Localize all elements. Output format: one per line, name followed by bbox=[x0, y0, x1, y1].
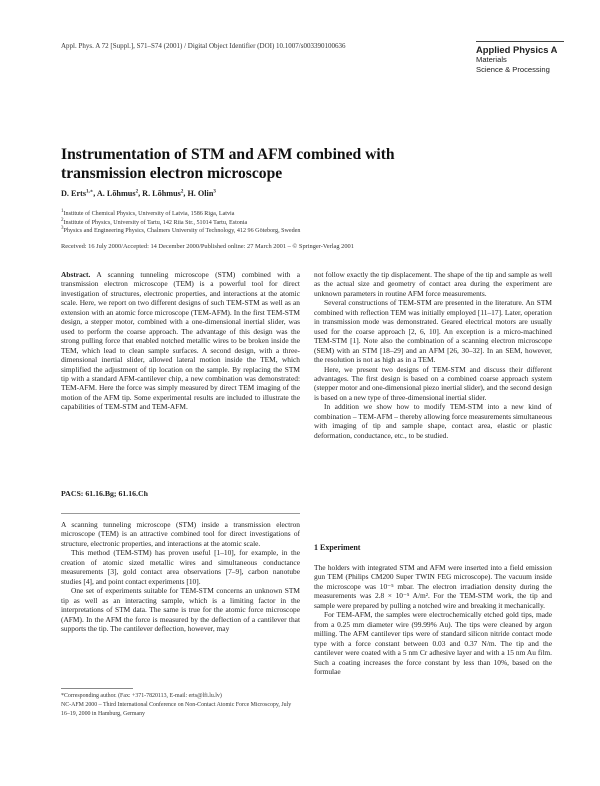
author-name: , H. Olin bbox=[183, 189, 214, 198]
paragraph: For TEM-AFM, the samples were electrochemically etched gold tips, made from a 0.25 mm diameter wire (99.99% Au). The tips were cleaned by argon milling. The AFM cantilever tips were of standard silicon nitride contact mode type with a force constant between 0.03 and 0.37 N/m. The tip and the cantilever were coated with a 5 nm Cr adhesive layer and with a 15 nm Au film. Such a coating increases the force constant by less than 10%, based on the formulae bbox=[314, 610, 552, 676]
corresponding-author-note: *Corresponding author. (Fax: +371-7820113, E-mail: erts@lfi.lu.lv) bbox=[61, 693, 222, 699]
introduction bbox=[61, 520, 300, 633]
paragraph: This method (TEM-STM) has proven useful [1–10], for example, in the creation of atomic sized metallic wires and simultaneous conductance measurements [3], gold contact area observations [7–9], carbon nanotube studies [4], and point contact experiments [10]. bbox=[61, 548, 300, 586]
introduction-continued bbox=[314, 270, 552, 440]
author-affiliation-mark: 2 bbox=[135, 189, 139, 195]
affiliation-list bbox=[61, 210, 300, 236]
journal-brand bbox=[476, 41, 564, 74]
author-affiliation-mark: 1,∗ bbox=[86, 189, 94, 195]
conference-note: NC-AFM 2000 – Third International Conference on Non-Contact Atomic Force Microscopy, July 16–19, 2000 in Hamburg, Germany bbox=[61, 701, 292, 717]
affiliation-text: Institute of Physics, University of Tartu, 142 Riia Str., 51014 Tartu, Estonia bbox=[63, 219, 248, 226]
paragraph: The holders with integrated STM and AFM were inserted into a field emission gun TEM (Philips CM200 Super TWIN FEG microscope). The vacuum inside the microscope was 10⁻⁵ mbar. The electron irradiation density during the measurements was 2.8 × 10⁻⁵ A/m². For the TEM-STM work, the tip and sample were prepared by pulling a notched wire and breaking it mechanically. bbox=[314, 563, 552, 610]
paragraph: Several constructions of TEM-STM are presented in the literature. An STM combined with reflection TEM was initially employed [11–17]. Later, operation in transmission mode was demonstrated. Geared electrical motors are usually used for the coarse approach [2, 6, 10]. An exception is a micro-machined TEM-STM [1]. Note also the combination of a scanning electron microscope (SEM) with an STM [18–29] and an AFM [26, 30–32]. In an SEM, however, the resolution is not as high as in a TEM. bbox=[314, 298, 552, 365]
abstract-text: A scanning tunneling microscope (STM) combined with a transmission electron microscope (TEM) is a powerful tool for direct investigation of structures, electronic properties, and interactions at the atomic scale. Here, we report on two different designs of such TEM-STM as well as an extension with an atomic force microscope (TEM-AFM). In the first TEM-STM design, a stepper motor, combined with a one-dimensional inertial slider, was used to perform the coarse approach. The advantage of this design was the strong pulling force that enabled notched metallic wires to be broken inside the TEM, which lead to clean sample surfaces. A second design, with a three-dimensional inertial slider, allowed lateral motion inside the TEM, which simplified the adjustment of tip location on the sample. By replacing the STM tip with a standard AFM-cantilever chip, a new combination was demonstrated: TEM-AFM. Here the force was simply measured by direct TEM imaging of the motion of the AFM tip. Some experimental results are included to illustrate the capabilities of TEM-STM and TEM-AFM. bbox=[61, 270, 300, 412]
received-dates: Received: 16 July 2000/Accepted: 14 December 2000/Published online: 27 March 2001 – © Springer-Verlag 2001 bbox=[61, 243, 354, 250]
author-affiliation-mark: 3 bbox=[213, 189, 216, 195]
author-list bbox=[61, 189, 216, 198]
affiliation-item bbox=[61, 210, 300, 219]
affiliation-item bbox=[61, 227, 300, 236]
paragraph: not follow exactly the tip displacement. The shape of the tip and sample as well as the actual size and geometry of contact area during the experiment are unknown parameters in routine AFM force measurements. bbox=[314, 270, 552, 298]
author-name: , A. Lõhmus bbox=[93, 189, 136, 198]
abstract-divider bbox=[61, 513, 300, 514]
footnote bbox=[61, 692, 300, 718]
experiment-section bbox=[314, 563, 552, 676]
footnote-divider bbox=[61, 688, 133, 689]
affiliation-item bbox=[61, 219, 300, 228]
author-affiliation-mark: 2 bbox=[180, 189, 184, 195]
brand-subtitle-2: Science & Processing bbox=[476, 64, 550, 74]
abstract-label: Abstract. bbox=[61, 270, 91, 279]
affiliation-text: Physics and Engineering Physics, Chalmers University of Technology, 412 96 Göteborg, Sweden bbox=[63, 228, 301, 235]
paragraph: A scanning tunneling microscope (STM) inside a transmission electron microscope (TEM) is an attractive combined tool for direct investigations of structure, electronic properties, and interactions at the atomic scale. bbox=[61, 520, 300, 548]
brand-title: Applied Physics A bbox=[476, 44, 558, 55]
brand-subtitle-1: Materials bbox=[476, 55, 507, 64]
author-name: , R. Lõhmus bbox=[138, 189, 181, 198]
pacs-codes: PACS: 61.16.Bg; 61.16.Ch bbox=[61, 489, 148, 498]
paragraph: One set of experiments suitable for TEM-STM concerns an unknown STM tip as well as an interacting sample, which is a limiting factor in the interpretations of STM data. The same is true for the atomic force microscope (AFM). In the AFM the force is measured by the deflection of a cantilever that supports the tip. The cantilever deflection, however, may bbox=[61, 586, 300, 633]
paper-title: Instrumentation of STM and AFM combined with transmission electron microscope bbox=[61, 146, 395, 182]
section-heading: 1 Experiment bbox=[314, 543, 361, 552]
affiliation-number: 3 bbox=[61, 226, 64, 232]
affiliation-number: 1 bbox=[61, 208, 64, 214]
affiliation-text: Institute of Chemical Physics, University of Latvia, 1586 Riga, Latvia bbox=[63, 211, 235, 217]
journal-reference: Appl. Phys. A 72 [Suppl.], S71–S74 (2001) / Digital Object Identifier (DOI) 10.1007/s003390100636 bbox=[61, 42, 346, 50]
paragraph: Here, we present two designs of TEM-STM and discuss their different advantages. The first design is based on a combined coarse approach system (stepper motor and one-dimensional piezo inertial slider), and the second design is based on a new type of three-dimensional inertial slider. bbox=[314, 364, 552, 402]
author-name: D. Erts bbox=[61, 189, 87, 198]
paragraph: In addition we show how to modify TEM-STM into a new kind of combination – TEM-AFM – thereby allowing force measurements simultaneous with imaging of tip and sample shape, contact area, elastic or plastic deformation, conductance, etc., to be studied. bbox=[314, 402, 552, 440]
affiliation-number: 2 bbox=[61, 217, 64, 223]
abstract bbox=[61, 270, 300, 412]
